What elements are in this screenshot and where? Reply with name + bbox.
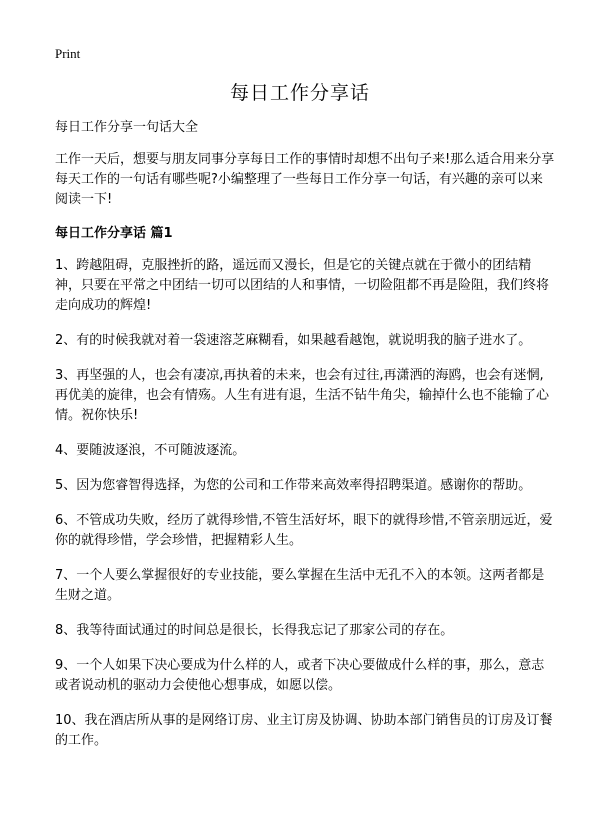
list-item: 2、有的时候我就对着一袋速溶芝麻糊看，如果越看越饱，就说明我的脑子进水了。 [55,333,532,348]
list-item: 3、再坚强的人，也会有凄凉,再执着的未来，也会有过往,再潇洒的海鸥，也会有迷惘,再优美的旋律，也会有情殇。人生有进有退，生活不钻牛角尖，输掉什么也不能输了心情。祝你快乐! [55,368,550,423]
quote-list [55,256,555,751]
list-item: 4、要随波逐浪，不可随波逐流。 [55,443,246,458]
intro-paragraph: 工作一天后，想要与朋友同事分享每日工作的事情时却想不出句子来!那么适合用来分享每天工作的一句话有哪些呢?小编整理了一些每日工作分享一句话，有兴趣的亲可以来阅读一下! [55,152,555,207]
document-subtitle: 每日工作分享一句话大全 [55,120,199,135]
section-heading: 每日工作分享话 篇1 [55,226,173,241]
list-item: 8、我等待面试通过的时间总是很长，长得我忘记了那家公司的存在。 [55,623,454,638]
page-title: 每日工作分享话 [229,82,370,104]
print-link[interactable]: Print [55,46,81,61]
list-item: 10、我在酒店所从事的是网络订房、业主订房及协调、协助本部门销售员的订房及订餐的工作。 [55,713,553,748]
list-item: 9、一个人如果下决心要成为什么样的人，或者下决心要做成什么样的事，那么，意志或者说动机的驱动力会使他心想事成，如愿以偿。 [55,658,545,693]
list-item: 6、不管成功失败，经历了就得珍惜,不管生活好坏，眼下的就得珍惜,不管亲朋远近，爱你的就得珍惜，学会珍惜，把握精彩人生。 [55,513,553,548]
document-body [55,118,555,766]
list-item: 5、因为您睿智得选择，为您的公司和工作带来高效率得招聘渠道。感谢你的帮助。 [55,478,532,493]
list-item: 7、一个人要么掌握很好的专业技能，要么掌握在生活中无孔不入的本领。这两者都是生财之道。 [55,568,545,603]
list-item: 1、跨越阻碍，克服挫折的路，遥远而又漫长，但是它的关键点就在于微小的团结精神，只要在平常之中团结一切可以团结的人和事情，一切险阻都不再是险阻，我们终将走向成功的辉煌! [55,258,550,313]
